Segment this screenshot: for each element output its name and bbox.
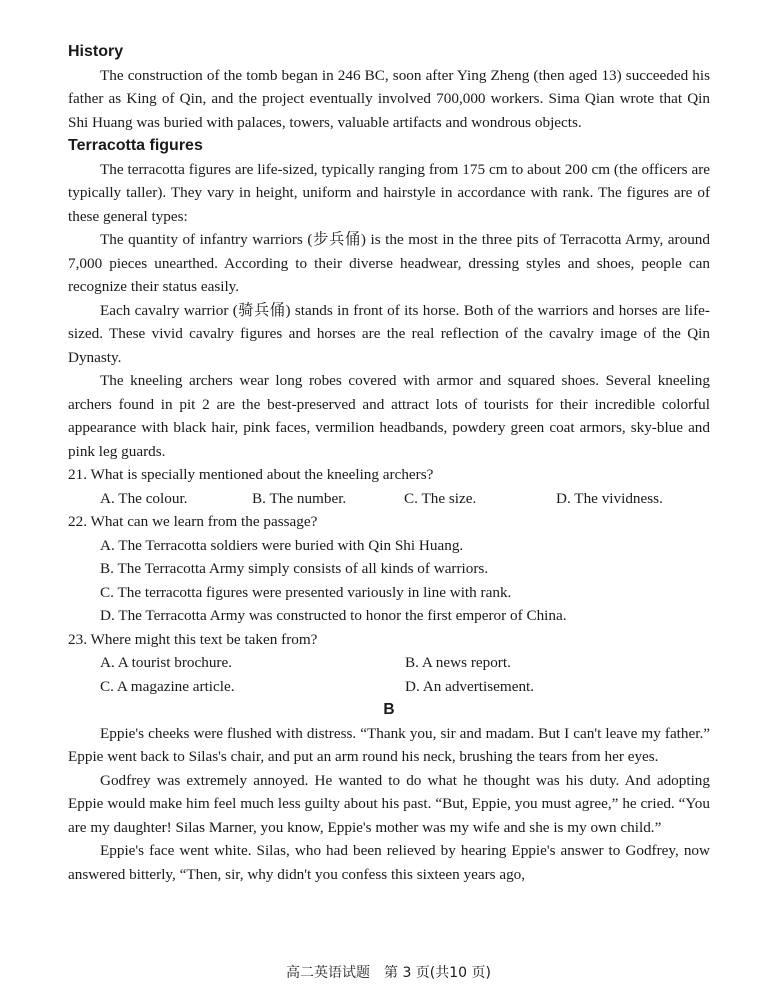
section-b-paragraph-2: Godfrey was extremely annoyed. He wanted to do what he thought was his duty. And adopting Eppie would make him feel much less guilty about his past. “But, Eppie, you must agree,” he cried. “You are my daughter! Silas Marner, you know, Eppie's mother was my wife and she is my own child.” bbox=[68, 771, 710, 836]
question-22 bbox=[68, 510, 710, 628]
question-23 bbox=[68, 628, 710, 699]
terracotta-paragraph-1: The terracotta figures are life-sized, typically ranging from 175 cm to about 200 cm (the officers are typically taller). They vary in height, uniform and hairstyle in accordance with rank. The figures are of these general types: bbox=[68, 160, 710, 225]
page-footer: 高二英语试题 第 3 页(共10 页) bbox=[286, 965, 491, 981]
question-22-option-d: D. The Terracotta Army was constructed to honor the first emperor of China. bbox=[100, 607, 567, 624]
question-23-option-a: A. A tourist brochure. bbox=[100, 654, 233, 671]
terracotta-paragraph-3: Each cavalry warrior (骑兵俑) stands in front of its horse. Both of the warriors and horses are life-sized. These vivid cavalry figures and horses are the real reflection of the cavalry image of the Qin Dynasty. bbox=[68, 301, 710, 366]
question-22-option-a: A. The Terracotta soldiers were buried with Qin Shi Huang. bbox=[100, 536, 464, 554]
section-b-paragraph-1: Eppie's cheeks were flushed with distress. “Thank you, sir and madam. But I can't leave my father.” Eppie went back to Silas's chair, and put an arm round his neck, brushing the tears from her eyes. bbox=[68, 724, 710, 765]
question-21-option-b: B. The number. bbox=[252, 489, 347, 507]
question-22-option-c: C. The terracotta figures were presented variously in line with rank. bbox=[100, 583, 512, 601]
question-21-option-a: A. The colour. bbox=[100, 489, 188, 507]
question-21 bbox=[68, 463, 710, 510]
question-23-options-row-1 bbox=[68, 651, 710, 675]
question-23-option-b: B. A news report. bbox=[405, 654, 511, 671]
question-23-option-d: D. An advertisement. bbox=[405, 677, 535, 695]
page-content bbox=[68, 40, 710, 886]
question-21-option-c: C. The size. bbox=[404, 489, 477, 507]
question-23-option-c: C. A magazine article. bbox=[100, 677, 235, 695]
question-22-stem: 22. What can we learn from the passage? bbox=[68, 513, 318, 530]
history-paragraph: The construction of the tomb began in 246 BC, soon after Ying Zheng (then aged 13) succeeded his father as King of Qin, and the project eventually involved 700,000 workers. Sima Qian wrote that Qin Shi Huang was buried with palaces, towers, valuable artifacts and wondrous objects. bbox=[68, 66, 710, 131]
section-b-paragraph-3: Eppie's face went white. Silas, who had been relieved by hearing Eppie's answer to Godfrey, now answered bitterly, “Then, sir, why didn't you confess this sixteen years ago, bbox=[68, 842, 710, 883]
history-heading: History bbox=[68, 43, 124, 60]
question-23-stem: 23. Where might this text be taken from? bbox=[68, 630, 318, 648]
question-21-options bbox=[68, 487, 710, 511]
terracotta-paragraph-2: The quantity of infantry warriors (步兵俑) is the most in the three pits of Terracotta Army, around 7,000 pieces unearthed. According to their diverse headwear, dressing styles and shoes, people can recognize their status easily. bbox=[68, 231, 710, 295]
question-21-stem: 21. What is specially mentioned about the kneeling archers? bbox=[68, 466, 434, 483]
question-21-option-d: D. The vividness. bbox=[556, 489, 663, 507]
terracotta-heading: Terracotta figures bbox=[68, 137, 203, 154]
section-b-letter: B bbox=[383, 701, 395, 718]
terracotta-paragraph-4: The kneeling archers wear long robes covered with armor and squared shoes. Several kneeling archers found in pit 2 are the best-preserved and attract lots of tourists for their incredible colorful appearance with black hair, pink faces, vermilion headbands, powdery green coat armors, sky-blue and pink leg guards. bbox=[68, 372, 710, 460]
question-22-option-b: B. The Terracotta Army simply consists of all kinds of warriors. bbox=[100, 560, 489, 577]
question-23-options-row-2 bbox=[68, 675, 710, 699]
